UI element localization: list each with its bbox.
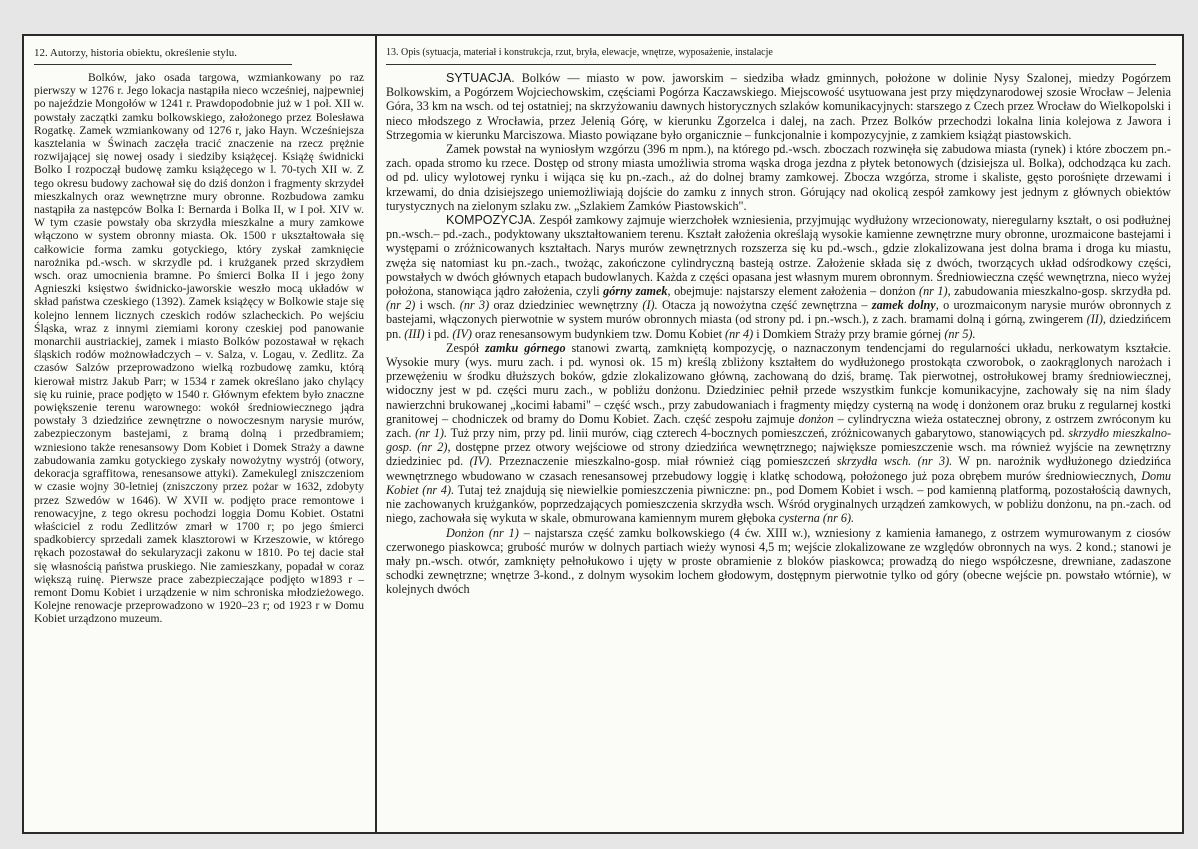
situation-text: Bolków — miasto w pow. jaworskim – siedziba władz gminnych, położone w dolinie Nysy Szalonej, miedzy Pogórzem Bolkowskim, a Pogórzem Wojciechowskim, częściami Pogórza Kaczawskiego. Miejscowość usytuowana jest przy międzynarodowej szosie Wrocław – Jelenia Góra, 33 km na wsch. od tej ostatniej; na skrzyżowaniu dawnych historycznych szlaków komunikacyjnych: starszego z Czech przez Wrocław do Wielkopolski i nieco młodszego z Wrocławia, przez Jelenią Górę, w kierunku Zgorzelca i dalej, na zach. Przez Bolków przechodzi lokalna linia kolejowa z Jawora i Strzegomia w kierunku Marciszowa. Miasto powiązane było organicznie – funkcjonalnie i kompozycyjnie, z zamkiem książąt piastowskich. [386, 71, 1171, 142]
upper-castle-term: górny zamek [603, 284, 668, 299]
donjon-paragraph [386, 526, 1171, 597]
composition-text: , obejmuje: najstarszy element założenia – donżon [667, 284, 916, 299]
ref-nr4: (nr 4) [725, 326, 754, 341]
situation-paragraph [386, 71, 1171, 142]
ref-III: (III) [404, 326, 425, 341]
composition-text: i wsch. [419, 298, 456, 313]
column-divider [375, 36, 377, 832]
ref-nr5: (nr 5). [944, 326, 976, 341]
upper-castle-text: Tutaj też znajdują się niewielkie pomieszczenia piwniczne: pn., pod Domem Kobiet i wsch. – pod kamienną platformą, pozostałością dawnych, nie zachowanych krużganków, poprzedzających pomieszczenia skrzydła wsch. Wśród oryginalnych urządzeń zamkowych, w pobliżu donżonu, na pn.-zach. od niego, zachowała się wykuta w skale, obmurowana kamiennym murem głęboka [386, 482, 1172, 526]
ref-nr3: (nr 3). [917, 454, 953, 469]
donjon-term: Donżon (nr 1) [446, 525, 519, 540]
ref-IV: (IV) [452, 326, 472, 341]
right-column [386, 46, 1171, 597]
south-wing-term: skrzydło mieszkalno-gosp. [386, 426, 1172, 455]
composition-lead: KOMPOZYCJA. [446, 213, 536, 228]
ref-IV: (IV). [469, 454, 493, 469]
composition-text: oraz dziedziniec wewnętrzny [493, 298, 639, 313]
ref-II: (II) [1086, 312, 1103, 327]
ref-nr3: (nr 3) [459, 298, 490, 313]
upper-castle-text: Tuż przy nim, przy pd. linii murów, ciąg czterech 4-bocznych pomieszczeń, zróżnicowanych gabarytowo, stanowiących pd. [450, 426, 1065, 441]
cistern-term: cysterna (nr 6). [778, 511, 855, 526]
donjon-term: donżon [798, 411, 834, 426]
lower-castle-term: zamek dolny [871, 298, 936, 313]
situation-lead: SYTUACJA. [446, 71, 515, 85]
composition-text: Zespół zamkowy zajmuje wierzchołek wzniesienia, przyjmując wydłużony wrzecionowaty, nieregularny kształt, o osi podłużnej pn.-wsch.– pd.-zach., podyktowany ukształtowaniem terenu. Kształt założenia określają wysokie kamienne zewnętrzne mury obronne, urozmaicone bastejami i występami o zróżnicowanych kształtach. Narys murów zewnętrznych rozszerza się ku pd.-wsch., gdzie zlokalizowana jest dolna brama i droga ku miastu, zwęża się natomiast ku pn.-zach., twożąc, zakończone cylindryczną basteją ostrze. Założenie składa się z dwóch, tworzących układ odśrodkowy części, powstałych w dwóch głównych etapach budowlanych. Każda z części opasana jest własnym murem obronnym. Średniowieczna część wewnętrzna, nieco wyżej położona, stanowiąca jądro założenia, czyli [386, 213, 1171, 299]
upper-castle-text: W pn. narożnik wydłużonego dziedzińca wewnętrznego wbudowano w czasach renesansowej przebudowy loggię i klatkę schodową, położonego już poza obrębem murów średniowiecznych, [386, 454, 1172, 483]
upper-castle-text: Przeznaczenie mieszkalno-gosp. miał również ciąg pomieszczeń [498, 454, 831, 469]
composition-text: , dziedzińcem pn. [386, 312, 1172, 341]
composition-text: Otacza ją nowożytna część zewnętrzna – [661, 298, 868, 313]
ref-nr1: (nr 1). [415, 426, 448, 441]
donjon-text: – najstarsza część zamku bolkowskiego (4 ćw. XIII w.), wzniesiony z kamienia łamanego, z ostrzem wymurowanym z ciosów czerwonego piaskowca; grubość murów w dolnych partiach wieży wynosi 4,5 m; wejście zlokalizowane ze względów obronnych na wys. 2 kond.; stanowi je mały pn.-wsch. otwór, zamknięty pełnołukowo i ujęty w proste obramienie z bloków piaskowca; prowadzą do niego współczesne, drewniane, zadaszone schodki zewnętrzne; wnętrze 3-kond., z dolnym wysokim lochem głodowym, dostępnym pierwotnie tylko od góry (obecne wejście pn. powstało wtórnie), w kolejnych dwóch [386, 525, 1171, 597]
upper-castle-text: stanowi zwartą, zamkniętą kompozycję, o naznaczonym tendencjami do regularności układu, nerkowatym kształcie. Wysokie mury (wys. muru zach. i pd. wynosi ok. 15 m) kreślą zbliżony kształtem do wydłużonego prostokąta czworobok, o zaokrąglonych narożach i przewężeniu w środku dłuższych boków, gdzie zlokalizowano główną, zachowaną do dziś, bramę. Tak pierwotnej, ostrołukowej bramy średniowiecznej, widoczny jest w pd. części muru zach., w pobliżu donżonu. Dziedziniec pełnił przede wszystkim funkcje komunikacyjne, zachowały się na nim ślady nawierzchni brukowanej „kocimi łabami" – część wsch., przy zabudowaniach i fragmenty między cysterną na wodę i donżonem oraz bruku z regularnej kostki granitowej – chodniczek od bramy do Domu Kobiet. Zach. część zespołu zajmuje [386, 340, 1171, 426]
section-12-header: 12. Autorzy, historia obiektu, określenie stylu. [34, 47, 238, 59]
section-13-header: 13. Opis (sytuacja, materiał i konstrukcja, rzut, bryła, elewacje, wnętrze, wyposażenie, instalacje [386, 47, 773, 58]
history-paragraph: Bolków, jako osada targowa, wzmiankowany po raz pierwszy w 1276 r. Jego lokacja nastąpiła nieco wcześniej, najpewniej po najeździe Mongołów w 1241 r. Prawdopodobnie już w 1 poł. XII w. powstały zaczątki zamku bolkowskiego, założonego przez Bolesława Rogatkę. Zamek wzmiankowany od 1276 r, jako Hayn. Wcześniejsza kasztelania w Świnach zaczęła tracić znaczenie na rzecz prężnie rozwijającej się nowej osady i siedziby książęcej. Książę świdnicki Bolko I rozpoczął budowę zamku książęcego w l. 70-tych XII w. Z tego okresu budowy zachował się do dziś donżon i fragmenty skrzydeł mieszkalnych oraz wewnętrzne mury obronne. Rozbudowa zamku nastąpiła za następców Bolka I: Bernarda i Bolka II, w I poł. XIV w. W tym czasie powstały oba skrzydła mieszkalne a mury zamkowe włączono w system obronny miasta. Ok. 1500 r ukształtowała się całkowicie forma zamku gotyckiego, który zyskał zamknięcie narożnika pd.-wsch. w skrzydle pd. i krużganek przed skrzydłem wsch. oraz umocnienia bramne. Po śmierci Bolka II i jego żony Agnieszki księstwo świdnicko-jaworskie weszło mocą układów w skład państwa czeskiego (1392). Zamek książęcy w Bolkowie staje się kolejno lennem licznych czeskich rodów szlacheckich. Po wejściu Śląska, wraz z innymi ziemiami korony czeskiej pod panowanie monarchii austriackiej, zamek i miasto Bolków pozostawał w rękach śląskich rodów możnowładczych – v. Salza, v. Logau, v. Zedlitz. Za czasów Salzów przeprowadzono wielką rozbudowę zamku, którą kierował mistrz Jakub Parr; w 1534 r zamek określano jako chylący się ku ruinie, prace podjęto w 1540 r. Głównym efektem było znaczne powiększenie terenu warownego: wokół średniowiecznego jądra powstały 3 dziedzińce zewnętrzne o nowoczesnym narysie murów, zabezpieczonym bastejami, z bramą dolną i przedbramiem; wzniesiono także renesansowy Dom Kobiet i Domek Straży a dawne zabudowania zamku gotyckiego zyskały nowożytny wystrój (otwory, dekoracja sgraffitowa, renesansowe attyki). Zamekulegl zniszczeniom w czasie wojny 30-letniej (zniszczony przez pożar w 1632, zdobyty przez Szwedów w 1646). W XVII w. podjęto prace remontowe i renowacyjne, z tego okresu pochodzi loggia Domu Kobiet. Ostatni właściciel z rodu Zedlitzów zmarł w 1700 r; po jego śmierci spadkobiercy sprzedali zamek klasztorowi w Krzeszowie, w którego rękach pozostawał do sekularyzacji zakonu w 1810. Po tej dacie stał się własnością państwa pruskiego. Nie zamieszkany, popadał w coraz większą ruinę. Pierwsze prace zabezpieczające podjęto w1893 r – remont Domu Kobiet i urządzenie w nim schroniska młodzieżowego. Kolejne renowacje przeprowadzono w 1920–23 r; od 1923 r w Domu Kobiet urządzono muzeum. [34, 71, 364, 626]
east-wing-term: skrzydła wsch. [836, 454, 912, 469]
ref-nr1: (nr 1) [919, 284, 948, 299]
womens-house-term: Domu Kobiet (nr 4). [386, 468, 1172, 497]
upper-castle-term: zamku górnego [485, 340, 566, 355]
header-rule [386, 64, 1156, 65]
upper-castle-paragraph [386, 341, 1171, 526]
composition-text: , o urozmaiconym narysie murów obronnych z bastejami, włączonych pierwotnie w system murów obronnych miasta (od strony pd. i pn.-wsch.), z zach. bramami dolną i górną, zwingerem [386, 298, 1172, 327]
left-column [34, 46, 364, 626]
upper-castle-text: , dostępne przez otwory wejściowe od strony dziedzińca wewnętrznego; największe pomieszczenie wsch. ma również wyjście na zewnętrzny dziedziniec pd. [386, 440, 1171, 469]
upper-castle-text: – cylindryczna wieża ostatecznej obrony, z ostrzem zwróconym ku zach. [386, 411, 1171, 441]
ref-nr2: (nr 2) [386, 298, 416, 313]
document-sheet [22, 34, 1184, 834]
header-rule [34, 64, 292, 65]
upper-castle-text: Zespół [446, 340, 480, 355]
hill-paragraph: Zamek powstał na wyniosłym wzgórzu (396 m npm.), na którego pd.-wsch. zboczach rozwinęła się zabudowa miasta (rynek) i które zboczem pn.-zach. opada stromo ku rzece. Dostęp od strony miasta umożliwia stroma wąska droga jezdna z płytek betonowych (dzisiejsza ul. Bolka), odchodząca ku zach. od pd. ulicy wylotowej rynku i wijąca się ku pn.-zach., aż do dolnej bramy zamkowej. Zbocza wzgórza, strome i skaliste, gęsto porośnięte drzewami i krzewami, do dnia dzisiejszego uniemożliwiają dojście do zamku z innych stron. Górujący nad okolicą zespół zamkowy jest jednym z głównych obiektów turystycznych na zielonym szlaku zw. „Szlakiem Zamków Piastowskich". [386, 142, 1171, 213]
composition-paragraph [386, 213, 1171, 341]
composition-text: , zabudowania mieszkalno-gosp. skrzydła pd. [947, 284, 1172, 299]
composition-text: oraz renesansowym budynkiem tzw. Domu Kobiet [475, 326, 722, 341]
ref-I: (I). [642, 298, 658, 313]
composition-text: i Domkiem Straży przy bramie górnej [756, 326, 942, 341]
ref-nr2: (nr 2) [417, 440, 448, 455]
composition-text: i pd. [427, 326, 450, 341]
